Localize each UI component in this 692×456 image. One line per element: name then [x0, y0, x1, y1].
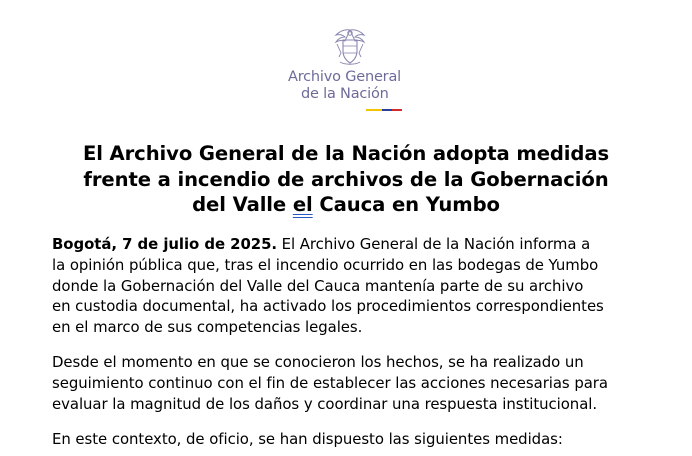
paragraph-1 [52, 234, 652, 338]
paragraph-1-line-4: en custodia documental, ha activado los procedimientos correspondientes [52, 297, 604, 316]
paragraph-1-line-3: donde la Gobernación del Valle del Cauca mantenía parte de su archivo [52, 276, 584, 295]
dateline: Bogotá, 7 de julio de 2025. [52, 235, 277, 253]
paragraph-2-line-2: seguimiento continuo con el fin de establecer las acciones necesarias para [52, 373, 608, 392]
logo-text-line2: de la Nación [301, 86, 389, 102]
flag-blue [382, 109, 392, 111]
paragraph-2 [52, 352, 652, 414]
flag-red [392, 109, 402, 111]
spellcheck-underlined-word: el [292, 193, 313, 216]
logo-text-line1: Archivo General [288, 69, 401, 85]
paragraph-2-line-3: evaluar la magnitud de los daños y coordinar una respuesta institucional. [52, 394, 598, 413]
flag-stripe [366, 109, 402, 111]
flag-yellow [366, 109, 382, 111]
paragraph-1-line-1 [52, 234, 652, 255]
title-line-2: frente a incendio de archivos de la Gobernación [83, 167, 609, 191]
paragraph-2-line-1: Desde el momento en que se conocieron los hechos, se ha realizado un [52, 353, 584, 371]
title-line-3-start: del Valle [192, 193, 293, 216]
agn-logo [280, 27, 420, 111]
press-release-title [36, 141, 656, 218]
paragraph-3-line-1: En este contexto, de oficio, se han dispuesto las siguientes medidas: [52, 430, 563, 448]
coat-of-arms-icon [331, 27, 369, 67]
paragraph-1-line-5: en el marco de sus competencias legales. [52, 318, 363, 337]
title-line-1: El Archivo General de la Nación adopta medidas [82, 142, 610, 165]
paragraph-3 [52, 429, 652, 450]
paragraph-1-line-2: la opinión pública que, tras el incendio ocurrido en las bodegas de Yumbo [52, 255, 599, 274]
title-line-3-end: Cauca en Yumbo [312, 193, 500, 216]
title-line-3 [36, 192, 656, 218]
paragraph-1-line-1-rest: El Archivo General de la Nación informa a [276, 235, 591, 253]
